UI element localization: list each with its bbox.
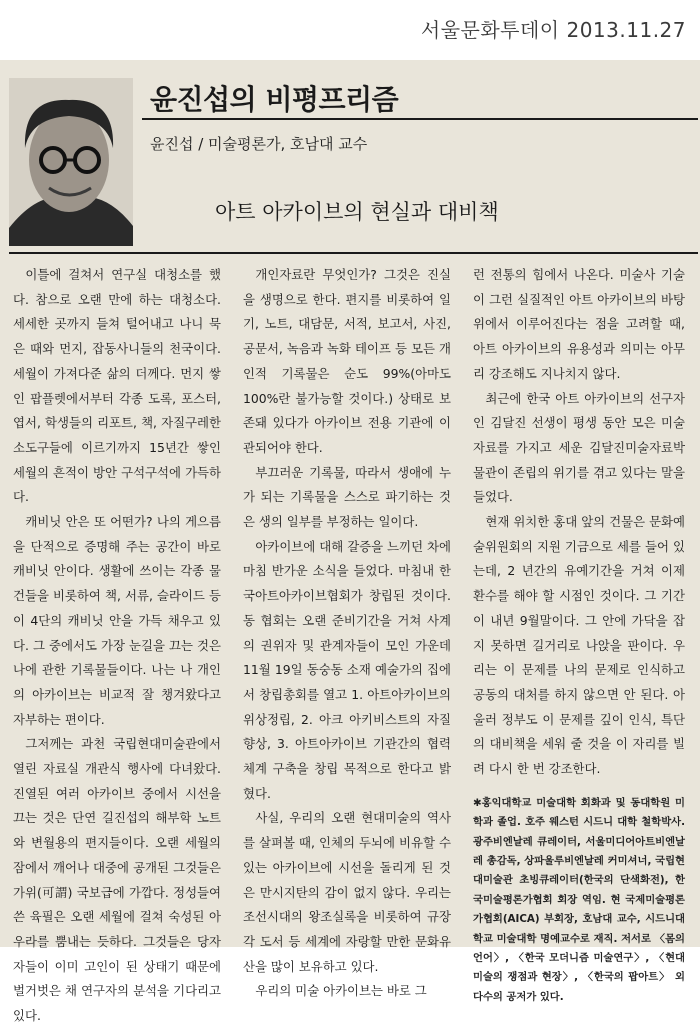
paragraph: 부끄러운 기록물, 따라서 생애에 누가 되는 기록물을 스스로 파기하는 것은 생의 일부를 부정하는 일이다. [243, 464, 451, 530]
author-photo [9, 78, 133, 246]
author-byline: 윤진섭 / 미술평론가, 호남대 교수 [150, 135, 368, 153]
paragraph: 현재 위치한 홍대 앞의 건물은 문화예술위원회의 지원 기금으로 세를 들어 있는데, 2 년간의 유예기간을 거쳐 이제 환수를 해야 할 시점인 것이다. 그 기간이 내년 9월말이다. 그 안에 가닥을 잡지 못하면 길거리로 나앉을 판이다. 우리는 이 문제를 나의 문제로 인식하고 공동의 대처를 하지 않으면 안 된다. 아울러 정부도 이 문제를 깊이 인식, 특단의 대비책을 세워 줄 것을 이 자리를 빌려 다시 한 번 강조한다. [473, 514, 685, 777]
column-title: 윤진섭의 비평프리즘 [150, 83, 399, 116]
author-bio: ✱홍익대학교 미술대학 회화과 및 동대학원 미학과 졸업. 호주 웨스턴 시드니 대학 철학박사. 광주비엔날레 큐레이터, 서울미디어아트비엔날레 총감독, 상파울루비엔날레 커미셔너, 국립현대미술관 초빙큐레이터(한국의 단색화전), 한국미술평론가협회 회장 역임. 현 국제미술평론가협회(AICA) 부회장, 호남대 교수, 시드니대학교 미술대학 명예교수로 재직. 저서로 〈몸의 언어〉, 〈한국 모더니즘 미술연구〉, 〈현대미술의 쟁점과 현장〉, 〈한국의 팝아트〉 외 다수의 공저가 있다. [473, 796, 685, 1003]
paragraph: 캐비닛 안은 또 어떤가? 나의 게으름을 단적으로 증명해 주는 공간이 바로 캐비닛 안이다. 생활에 쓰이는 각종 물건들을 비롯하여 책, 서류, 슬라이드 등이 4단의 캐비닛 안을 가득 채우고 있다. 그 중에서도 가장 눈길을 끄는 것은 나에 관한 기록물들이다. 나는 나 개인의 아카이브는 비교적 잘 챙겨왔다고 자부하는 편이다. [13, 514, 221, 727]
paragraph: 아카이브에 대해 갈증을 느끼던 차에 마침 반가운 소식을 들었다. 마침내 한국아트아카이브협회가 창립된 것이다. 동 협회는 오랜 준비기간을 거쳐 사계의 권위자 및 관계자들이 모인 가운데 11월 19일 동숭동 소재 예술가의 집에서 창립총회를 열고 1. 아트아카이브의 위상정립, 2. 아크 아키비스트의 자질 향상, 3. 아트아카이브 기관간의 협력체계 구축을 창립 목적으로 한다고 밝혔다. [243, 538, 451, 801]
article-column-3 [473, 263, 685, 1007]
article-column-2 [243, 263, 451, 1004]
article-column-1 [13, 263, 221, 1029]
paragraph: 개인자료란 무엇인가? 그것은 진실을 생명으로 한다. 편지를 비롯하여 일기, 노트, 대담문, 서적, 보고서, 사진, 공문서, 녹음과 녹화 테이프 등 모든 개인적 기록물은 순도 99%(아마도 100%란 불가능할 것이다.) 상태로 보존돼 있다가 아카이브 전용 기관에 이관되어야 한다. [243, 267, 451, 455]
paragraph: 그저께는 과천 국립현대미술관에서 열린 자료실 개관식 행사에 다녀왔다. 진열된 여러 아카이브 중에서 시선을 끄는 것은 단연 길진섭의 해부학 노트와 변월용의 편지들이다. 오랜 세월의 잠에서 깨어나 대중에 공개된 그것들은 가위(可謂) 국보급에 가깝다. 정성들여 쓴 육필은 오랜 세월에 걸쳐 숙성된 아우라를 뿜내는 듯하다. 그것들은 당자자들이 이미 고인이 된 상태기 때문에 벌거벗은 채 연구자의 분석을 기다리고 있다. [13, 736, 221, 1024]
paragraph: 런 전통의 힘에서 나온다. 미술사 기술이 그런 실질적인 아트 아카이브의 바탕 위에서 이루어진다는 점을 고려할 때, 아트 아카이브의 유용성과 의미는 아무리 강조해도 지나치지 않다. [473, 267, 685, 381]
paragraph: 우리의 미술 아카이브는 바로 그 [255, 983, 427, 999]
paragraph: 최근에 한국 아트 아카이브의 선구자인 김달진 선생이 평생 동안 모은 미술자료를 가지고 세운 김달진미술자료박물관이 존립의 위기를 겪고 있다는 말을 들었다. [473, 390, 685, 505]
paragraph: 이틀에 걸쳐서 연구실 대청소를 했다. 참으로 오랜 만에 하는 대청소다. 세세한 곳까지 들쳐 털어내고 나니 묵은 때와 먼지, 잡동사니들의 천국이다. 세월이 가져다준 삶의 더께다. 먼지 쌓인 팝플렛에서부터 각종 도록, 포스터, 엽서, 학생들의 리포트, 책, 자질구레한 소도구들에 이르기까지 15년간 쌓인 세월의 흔적이 방안 구석구석에 가득하다. [13, 267, 221, 505]
title-divider [142, 118, 698, 120]
paragraph: 사실, 우리의 오랜 현대미술의 역사를 살펴볼 때, 인체의 두뇌에 비유할 수 있는 아카이브에 시선을 돌리게 된 것은 만시지탄의 감이 없지 않다. 우리는 조선시대의 왕조실록을 비롯하여 규장각 도서 등 세계에 자랑할 만한 문화유산을 많이 보유하고 있다. [243, 810, 451, 974]
newspaper-source-date: 서울문화투데이 2013.11.27 [420, 18, 686, 42]
article-headline: 아트 아카이브의 현실과 대비책 [215, 200, 499, 224]
author-portrait-icon [9, 78, 133, 246]
header-divider [9, 252, 698, 254]
